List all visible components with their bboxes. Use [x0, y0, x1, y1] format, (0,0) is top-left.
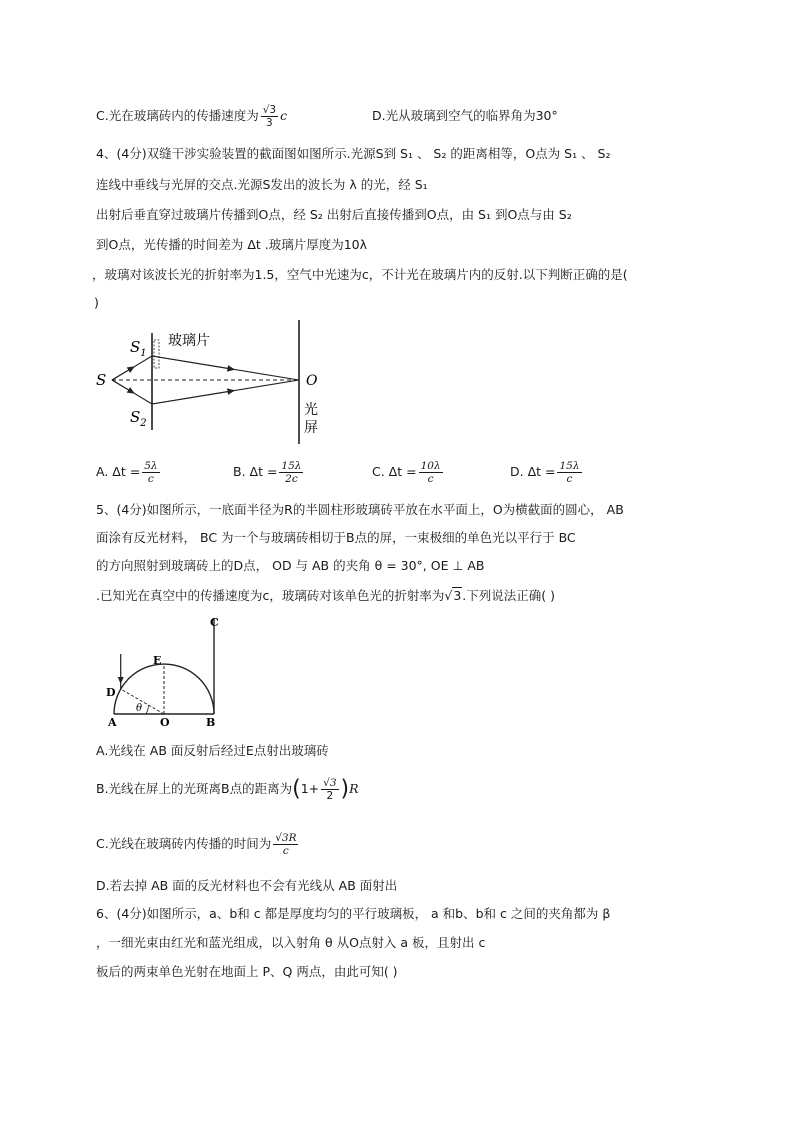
q4-label-O: O [306, 373, 318, 389]
q4-line-3: 出射后垂直穿过玻璃片传播到O点，经 S₂ 出射后直接传播到O点，由 S₁ 到O点与由 S₂ [96, 207, 572, 222]
q4-line-4: 到O点，光传播的时间差为 Δt .玻璃片厚度为10λ [96, 237, 368, 252]
q5-label-O: O [160, 716, 170, 729]
q3-c-fraction: $\frac{√3}{3}$ [262, 104, 277, 129]
q5-option-b: B.光线在屏上的光斑离B点的距离为(1+ $\frac{√3}{2}$ )R [96, 776, 359, 802]
q4-option-a: A. Δt = $\frac{5\lambda}{c}$ [96, 460, 158, 485]
q4-label-S2: $S_2$ [130, 408, 147, 429]
q4-label-screen-1: 光 [304, 402, 318, 418]
q5-line-2: 面涂有反光材料， BC 为一个与玻璃砖相切于B点的屏，一束极细的单色光以平行于 BC [96, 530, 576, 545]
q6-line-1: 6、(4分)如图所示，a、b和 c 都是厚度均匀的平行玻璃板， a 和b、b和 c 之间的夹角都为 β [96, 906, 611, 921]
q4-label-S: S [96, 371, 107, 389]
q4-line-5: ，玻璃对该波长光的折射率为1.5，空气中光速为c，不计光在玻璃片内的反射.以下判断正确的是( [92, 267, 628, 282]
q4-line-6: ) [94, 295, 99, 310]
q5-line-4: .已知光在真空中的传播速度为c，玻璃砖对该单色光的折射率为√3.下列说法正确( ) [96, 588, 555, 603]
q4-glass-plate [154, 340, 159, 368]
q4-line-1: 4、(4分)双缝干涉实验装置的截面图如图所示.光源S到 S₁ 、 S₂ 的距离相等，O点为 S₁ 、 S₂ [96, 146, 611, 161]
q4-label-S1: $S_1$ [130, 338, 147, 359]
q3-option-d: D.光从玻璃到空气的临界角为30° [372, 108, 558, 123]
q6-line-2: ，一细光束由红光和蓝光组成，以入射角 θ 从O点射入 a 板，且射出 c [96, 935, 486, 950]
q6-line-3: 板后的两束单色光射在地面上 P、Q 两点，由此可知( ) [96, 964, 398, 979]
q5-line-1: 5、(4分)如图所示，一底面半径为R的半圆柱形玻璃砖平放在水平面上，O为横截面的圆心， AB [96, 502, 624, 517]
q5-option-d: D.若去掉 AB 面的反光材料也不会有光线从 AB 面射出 [96, 878, 398, 893]
q5-label-E: E [153, 654, 162, 667]
q4-line-2: 连线中垂线与光屏的交点.光源S发出的波长为 λ 的光，经 S₁ [96, 177, 428, 192]
q4-label-glass: 玻璃片 [168, 333, 210, 349]
q5-option-a: A.光线在 AB 面反射后经过E点射出玻璃砖 [96, 743, 329, 758]
q4-label-screen-2: 屏 [304, 420, 318, 436]
q5-label-theta: θ [136, 703, 143, 714]
q5-label-B: B [206, 716, 216, 729]
q4-option-c: C. Δt = $\frac{10\lambda}{c}$ [372, 460, 441, 485]
q5-label-D: D [106, 686, 116, 699]
q5-semicircle-figure [96, 614, 231, 729]
q4-double-slit-figure [94, 318, 334, 448]
q5-line-3: 的方向照射到玻璃砖上的D点， OD 与 AB 的夹角 θ = 30°, OE ⊥ AB [96, 558, 485, 573]
q4-option-d: D. Δt = $\frac{15\lambda}{c}$ [510, 460, 580, 485]
q5-option-c: C.光线在玻璃砖内传播的时间为 $\frac{√3R}{c}$ [96, 832, 297, 857]
q3-option-c: C.光在玻璃砖内的传播速度为 $\frac{√3}{3}$ c [96, 104, 288, 129]
q5-label-C: C [210, 616, 219, 629]
q4-option-b: B. Δt = $\frac{15\lambda}{2c}$ [233, 460, 302, 485]
q5-label-A: A [108, 716, 117, 729]
q5-OD [121, 689, 164, 714]
